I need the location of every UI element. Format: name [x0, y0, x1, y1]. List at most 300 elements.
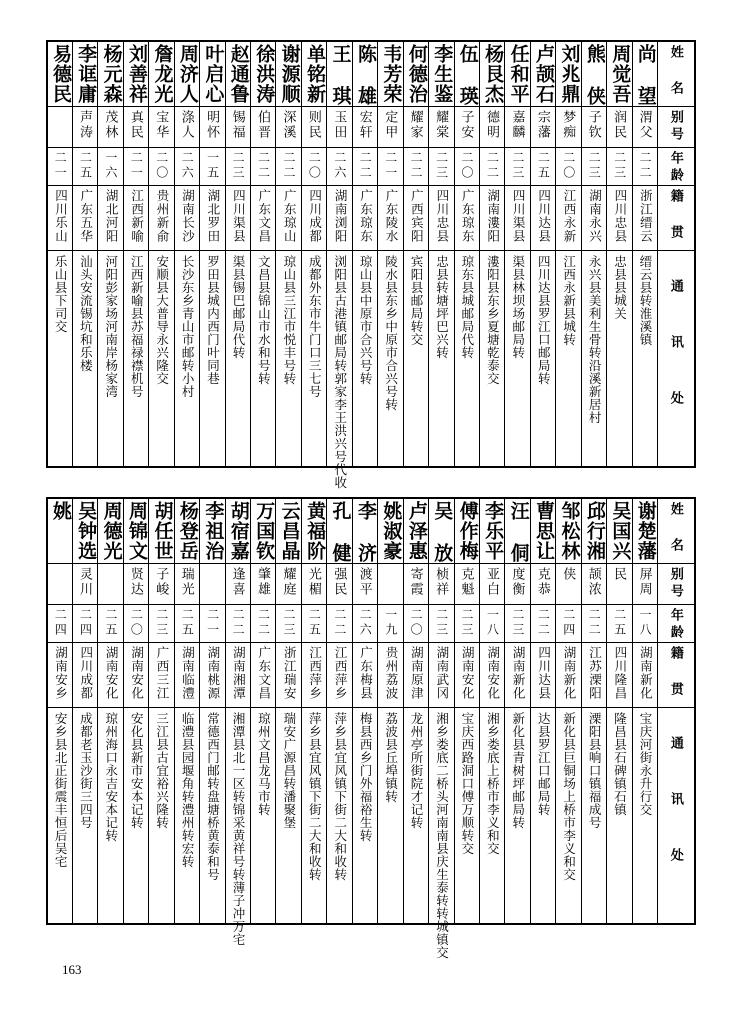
- cell-address-text: 溧阳县响口镇福成号: [587, 712, 602, 829]
- cell-address-text: 安乡县北正街震丰恒后吴宅: [53, 712, 68, 868]
- cell-alias-text: 子钦: [586, 110, 602, 140]
- cell-alias-text: 寄霞: [408, 567, 424, 597]
- cell-alias: [607, 564, 632, 605]
- cell-address-text: 渠县林坝场邮局转: [510, 255, 525, 359]
- cell-age: [454, 148, 479, 186]
- row-native: [47, 186, 695, 251]
- label-name: [658, 41, 696, 107]
- cell-alias: [454, 107, 479, 148]
- cell-age-text: 二三: [510, 151, 525, 181]
- cell-address: [530, 708, 555, 925]
- cell-native-text: 湖南桃源: [205, 646, 220, 700]
- cell-name: [403, 498, 428, 564]
- cell-address: [607, 708, 632, 925]
- cell-address: [429, 708, 454, 959]
- cell-name: [149, 498, 174, 564]
- label-alias: [658, 564, 696, 605]
- cell-alias: [556, 107, 581, 148]
- cell-alias: [327, 107, 352, 148]
- cell-alias: [123, 564, 148, 605]
- cell-name: [251, 41, 276, 107]
- label-native: [658, 643, 696, 708]
- cell-alias-text: 子安: [459, 110, 475, 140]
- cell-address: [200, 708, 225, 925]
- cell-address: [225, 251, 250, 468]
- cell-address: [454, 251, 479, 468]
- cell-age-text: 二三: [281, 608, 296, 638]
- cell-native-text: 四川忠县: [612, 189, 627, 243]
- cell-name: [352, 41, 377, 107]
- label-address: [658, 708, 696, 925]
- cell-age-text: 二三: [434, 608, 449, 638]
- cell-address-text: 常德西门邮转盘塘桥黄泰和号: [205, 712, 220, 881]
- cell-address: [479, 708, 504, 925]
- cell-age: [174, 605, 199, 643]
- cell-alias: [200, 107, 225, 148]
- cell-native-text: 四川忠县: [434, 189, 449, 243]
- cell-age-text: 二二: [332, 608, 347, 638]
- cell-native: [251, 643, 276, 708]
- cell-address-text: 达县罗江口邮局转: [536, 712, 551, 816]
- cell-name: [429, 498, 454, 564]
- cell-native: [479, 186, 504, 251]
- cell-name-text: 詹龙光: [151, 44, 173, 104]
- cell-native: [607, 643, 632, 708]
- cell-alias-text: 桢祥: [434, 567, 450, 597]
- cell-name: [607, 498, 632, 564]
- cell-age: [225, 605, 250, 643]
- label-native: [658, 186, 696, 251]
- cell-age-text: 一五: [205, 151, 220, 181]
- cell-address-text: 宾阳县邮局转交: [409, 255, 424, 346]
- cell-name-text: 周德光: [100, 501, 122, 561]
- cell-native: [200, 643, 225, 708]
- cell-alias-text: 宗藩: [535, 110, 551, 140]
- cell-alias-text: 涤人: [179, 110, 195, 140]
- cell-address-text: 湘潭县北一区转锦采黄祥号转薄子冲万宅: [230, 712, 245, 946]
- cell-name: [72, 41, 97, 107]
- cell-name: [454, 498, 479, 564]
- cell-alias: [200, 564, 225, 605]
- cell-native: [200, 186, 225, 251]
- cell-address: [251, 708, 276, 925]
- cell-age: [174, 148, 199, 186]
- cell-alias-text: 声涛: [77, 110, 93, 140]
- cell-address: [429, 251, 454, 468]
- cell-name-text: 汪 侗: [507, 501, 529, 563]
- cell-name-text: 伍 瑛: [456, 44, 478, 106]
- cell-age-text: 二〇: [154, 151, 169, 181]
- cell-name-text: 杨艮杰: [482, 44, 504, 104]
- cell-address-text: 缙云县转淮溪镇: [637, 255, 652, 346]
- cell-native-text: 湖南安化: [460, 646, 475, 700]
- cell-native-text: 广东文昌: [256, 646, 271, 700]
- cell-age: [505, 605, 530, 643]
- cell-address: [352, 251, 377, 468]
- cell-alias-text: 梦痴: [561, 110, 577, 140]
- cell-age-text: 二三: [612, 151, 627, 181]
- cell-native: [225, 643, 250, 708]
- cell-address: [556, 251, 581, 468]
- cell-native: [607, 186, 632, 251]
- cell-native-text: 湖北罗田: [205, 189, 220, 243]
- cell-name: [47, 498, 72, 564]
- cell-address: [225, 708, 250, 946]
- cell-name: [378, 41, 403, 107]
- cell-alias-text: 渡平: [357, 567, 373, 597]
- cell-address: [123, 251, 148, 468]
- cell-alias: [352, 564, 377, 605]
- cell-age: [479, 148, 504, 186]
- cell-native: [403, 643, 428, 708]
- cell-native: [352, 643, 377, 708]
- row-alias: [47, 107, 695, 148]
- cell-alias-text: 光楣: [306, 567, 322, 597]
- cell-alias-text: 耀棠: [434, 110, 450, 140]
- cell-age-text: 二一: [383, 151, 398, 181]
- cell-address: [47, 251, 72, 468]
- cell-native: [301, 186, 326, 251]
- cell-alias: [581, 564, 606, 605]
- cell-alias: [174, 107, 199, 148]
- cell-native-text: 湖南安化: [129, 646, 144, 700]
- cell-alias-text: 肇雄: [256, 567, 272, 597]
- cell-age: [123, 148, 148, 186]
- cell-age-text: 二六: [358, 608, 373, 638]
- cell-age: [454, 605, 479, 643]
- cell-native-text: 江西永新: [562, 189, 577, 243]
- label-native-text: 籍 贯: [668, 189, 684, 242]
- cell-address-text: 琼州文昌龙马市转: [256, 712, 271, 816]
- cell-age: [301, 148, 326, 186]
- cell-name: [556, 41, 581, 107]
- cell-age: [505, 148, 530, 186]
- cell-alias-text: 子峻: [154, 567, 170, 597]
- cell-alias-text: 润民: [612, 110, 628, 140]
- cell-age: [581, 148, 606, 186]
- cell-name-text: 赵通鲁: [227, 44, 249, 104]
- cell-native: [174, 643, 199, 708]
- cell-address-text: 萍乡县宜风镇下街二大和收转: [307, 712, 322, 881]
- cell-native-text: 湖南新化: [562, 646, 577, 700]
- cell-age: [556, 148, 581, 186]
- cell-age-text: 二五: [536, 151, 551, 181]
- cell-alias: [632, 107, 657, 148]
- cell-address: [454, 708, 479, 925]
- cell-age-text: 一八: [638, 608, 653, 638]
- row-age: [47, 148, 695, 186]
- cell-native: [98, 186, 123, 251]
- cell-age-text: 二二: [358, 151, 373, 181]
- cell-alias: [225, 107, 250, 148]
- cell-native: [72, 643, 97, 708]
- cell-name: [98, 41, 123, 107]
- cell-name-text: 李祖治: [202, 501, 224, 561]
- cell-native: [149, 186, 174, 251]
- cell-name: [403, 41, 428, 107]
- cell-native-text: 贵州荔波: [383, 646, 398, 700]
- cell-native-text: 广东琼东: [358, 189, 373, 243]
- cell-address: [301, 251, 326, 468]
- cell-age: [327, 148, 352, 186]
- cell-native: [632, 186, 657, 251]
- cell-age: [530, 605, 555, 643]
- label-native-text: 籍 贯: [668, 646, 684, 699]
- cell-alias-text: 深溪: [281, 110, 297, 140]
- cell-address: [327, 708, 352, 925]
- cell-native-text: 四川成都: [78, 646, 93, 700]
- cell-address: [251, 251, 276, 468]
- cell-address: [378, 251, 403, 468]
- row-address: [47, 251, 695, 468]
- cell-address-text: 新化县巨铜场上桥市李义和交: [561, 712, 576, 881]
- cell-name-text: 韦芳荣: [380, 44, 402, 104]
- cell-native: [149, 643, 174, 708]
- cell-age: [403, 148, 428, 186]
- cell-alias: [479, 107, 504, 148]
- cell-address-text: 龙州亭所街院才记转: [409, 712, 424, 829]
- cell-native-text: 江苏溧阳: [587, 646, 602, 700]
- cell-age: [352, 605, 377, 643]
- cell-name: [72, 498, 97, 564]
- cell-age: [429, 605, 454, 643]
- cell-name-text: 傅作梅: [456, 501, 478, 561]
- cell-alias-text: 德明: [484, 110, 500, 140]
- cell-address: [174, 708, 199, 925]
- cell-name: [174, 41, 199, 107]
- registry-table-top: [46, 40, 696, 489]
- cell-address-text: 临澧县园堰角转澧州转宏转: [180, 712, 195, 868]
- cell-name: [429, 41, 454, 107]
- cell-age-text: 二四: [53, 608, 68, 638]
- cell-name: [301, 498, 326, 564]
- cell-alias: [98, 107, 123, 148]
- cell-address: [174, 251, 199, 468]
- registry-table-bottom-wrapper: [46, 497, 696, 959]
- cell-native-text: 湖南湘潭: [231, 646, 246, 700]
- cell-name: [505, 41, 530, 107]
- cell-age-text: 二二: [256, 151, 271, 181]
- cell-name-text: 姚淑豪: [380, 501, 402, 561]
- cell-address: [632, 708, 657, 925]
- cell-alias: [47, 564, 72, 605]
- cell-native: [530, 186, 555, 251]
- cell-alias: [505, 107, 530, 148]
- cell-native-text: 四川成都: [307, 189, 322, 243]
- cell-name-text: 邱行湘: [583, 501, 605, 561]
- cell-address: [123, 708, 148, 925]
- cell-age-text: 二〇: [561, 151, 576, 181]
- cell-native-text: 四川达县: [536, 189, 551, 243]
- cell-native-text: 江西萍乡: [333, 646, 348, 700]
- cell-native: [123, 186, 148, 251]
- cell-native-text: 湖南安化: [485, 646, 500, 700]
- cell-name-text: 任和平: [507, 44, 529, 104]
- cell-address-text: 隆昌县石碑镇石镇: [612, 712, 627, 816]
- cell-alias-text: 贤达: [128, 567, 144, 597]
- cell-alias-text: 度衡: [510, 567, 526, 597]
- cell-alias: [352, 107, 377, 148]
- cell-age-text: 二五: [103, 608, 118, 638]
- row-alias: [47, 564, 695, 605]
- cell-alias: [47, 107, 72, 148]
- cell-age: [72, 605, 97, 643]
- cell-name: [327, 498, 352, 564]
- cell-native: [403, 186, 428, 251]
- cell-alias: [505, 564, 530, 605]
- label-age-text: 年龄: [668, 608, 684, 642]
- cell-name: [581, 498, 606, 564]
- cell-native-text: 广东文昌: [256, 189, 271, 243]
- cell-alias-text: 嘉麟: [510, 110, 526, 140]
- cell-address-text: 渠县锡巴邮局代转: [230, 255, 245, 359]
- cell-address-text: 琼山县三江市悦丰号转: [281, 255, 296, 385]
- cell-name: [47, 41, 72, 107]
- row-address: [47, 708, 695, 925]
- cell-alias: [378, 107, 403, 148]
- cell-native-text: 江西萍乡: [307, 646, 322, 700]
- cell-native: [556, 186, 581, 251]
- cell-address-text: 永兴县美利生骨转沿溪新居村: [587, 255, 602, 424]
- cell-age: [378, 148, 403, 186]
- cell-address: [378, 708, 403, 925]
- cell-address: [352, 708, 377, 925]
- cell-alias: [251, 107, 276, 148]
- cell-name-text: 周济人: [176, 44, 198, 104]
- cell-age-text: 二三: [587, 151, 602, 181]
- cell-age: [149, 148, 174, 186]
- cell-address-text: 四川达县罗江口邮局转: [536, 255, 551, 385]
- cell-address-text: 三江县古宜裕兴隆转: [154, 712, 169, 829]
- cell-age: [200, 605, 225, 643]
- label-name-text: 姓 名: [668, 502, 684, 555]
- cell-age-text: 二三: [231, 151, 246, 181]
- cell-age: [98, 148, 123, 186]
- cell-name: [98, 498, 123, 564]
- cell-native: [352, 186, 377, 251]
- cell-name-text: 胡任世: [151, 501, 173, 561]
- cell-native-text: 湖南漊阳: [485, 189, 500, 243]
- cell-name-text: 何德治: [405, 44, 427, 104]
- cell-alias: [530, 107, 555, 148]
- cell-native: [454, 643, 479, 708]
- cell-address: [632, 251, 657, 468]
- cell-native-text: 湖南安化: [104, 646, 119, 700]
- cell-age: [378, 605, 403, 643]
- cell-address: [72, 708, 97, 925]
- cell-native-text: 广东琼东: [460, 189, 475, 243]
- cell-age: [123, 605, 148, 643]
- cell-age-text: 二二: [231, 608, 246, 638]
- cell-name: [479, 498, 504, 564]
- cell-age-text: 二一: [205, 608, 220, 638]
- cell-name: [505, 498, 530, 564]
- label-age: [658, 148, 696, 186]
- cell-alias-text: 则民: [306, 110, 322, 140]
- cell-native-text: 湖南浏阳: [333, 189, 348, 243]
- cell-name-text: 孔 健: [329, 501, 351, 563]
- cell-name: [327, 41, 352, 107]
- cell-age: [530, 148, 555, 186]
- row-name: [47, 498, 695, 564]
- cell-address-text: 江西永新县城转: [561, 255, 576, 346]
- cell-age-text: 二一: [129, 151, 144, 181]
- cell-native: [429, 643, 454, 708]
- cell-native-text: 广西三江: [155, 646, 170, 700]
- cell-name: [225, 498, 250, 564]
- cell-native-text: 湖南武冈: [434, 646, 449, 700]
- cell-alias: [556, 564, 581, 605]
- cell-age-text: 一八: [485, 608, 500, 638]
- cell-alias: [403, 564, 428, 605]
- cell-address-text: 梅县西乡门外福裕生转: [358, 712, 373, 842]
- cell-name-text: 胡宿嘉: [227, 501, 249, 561]
- cell-alias-text: 玉田: [332, 110, 348, 140]
- cell-address: [276, 708, 301, 925]
- label-alias-text: 别号: [668, 567, 684, 601]
- cell-address: [149, 251, 174, 468]
- cell-address-text: 罗田县城内西门叶同巷: [205, 255, 220, 385]
- cell-address-text: 荔波县丘埠镇转: [383, 712, 398, 803]
- cell-name-text: 姚: [49, 501, 71, 521]
- cell-age-text: 二六: [180, 151, 195, 181]
- cell-address: [301, 708, 326, 925]
- cell-age-text: 二五: [307, 608, 322, 638]
- label-address-text: 通 讯 处: [668, 279, 684, 418]
- cell-native: [276, 186, 301, 251]
- cell-address-text: 安化县新市安本记转: [129, 712, 144, 829]
- cell-name-text: 卢颉石: [533, 44, 554, 104]
- cell-name: [301, 41, 326, 107]
- cell-address: [98, 251, 123, 468]
- cell-age-text: 二五: [78, 151, 93, 181]
- cell-address: [479, 251, 504, 468]
- cell-age-text: 二三: [154, 608, 169, 638]
- cell-alias: [429, 107, 454, 148]
- cell-name-text: 刘兆鼎: [558, 44, 580, 104]
- cell-address-text: 陵水县东乡中原市合兴号转: [383, 255, 398, 411]
- cell-native: [454, 186, 479, 251]
- cell-address-text: 忠县县城关: [612, 255, 627, 320]
- cell-alias: [378, 564, 403, 605]
- cell-name-text: 李 济: [354, 501, 376, 563]
- cell-age: [429, 148, 454, 186]
- label-name: [658, 498, 696, 564]
- cell-age: [352, 148, 377, 186]
- cell-age-text: 二二: [638, 151, 653, 181]
- cell-alias-text: 伯晋: [256, 110, 272, 140]
- cell-name-text: 谢楚藩: [634, 501, 656, 561]
- label-alias: [658, 107, 696, 148]
- cell-address: [581, 708, 606, 925]
- cell-name-text: 吴 放: [431, 501, 453, 563]
- cell-age-text: 二三: [460, 608, 475, 638]
- cell-age-text: 二二: [587, 608, 602, 638]
- cell-name-text: 杨登岳: [176, 501, 198, 561]
- cell-age-text: 二二: [281, 151, 296, 181]
- cell-address-text: 宝庆西路洞口傅万顺转交: [459, 712, 474, 855]
- cell-native: [378, 186, 403, 251]
- cell-native-text: 广东琼山: [282, 189, 297, 243]
- cell-name: [174, 498, 199, 564]
- cell-name-text: 李乐平: [482, 501, 504, 561]
- cell-alias: [301, 107, 326, 148]
- cell-address: [505, 251, 530, 468]
- label-address-text: 通 讯 处: [668, 736, 684, 875]
- cell-address-text: 成都外东市牛门口三七号: [307, 255, 322, 398]
- cell-age-text: 二〇: [307, 151, 322, 181]
- cell-alias-text: 克魁: [459, 567, 475, 597]
